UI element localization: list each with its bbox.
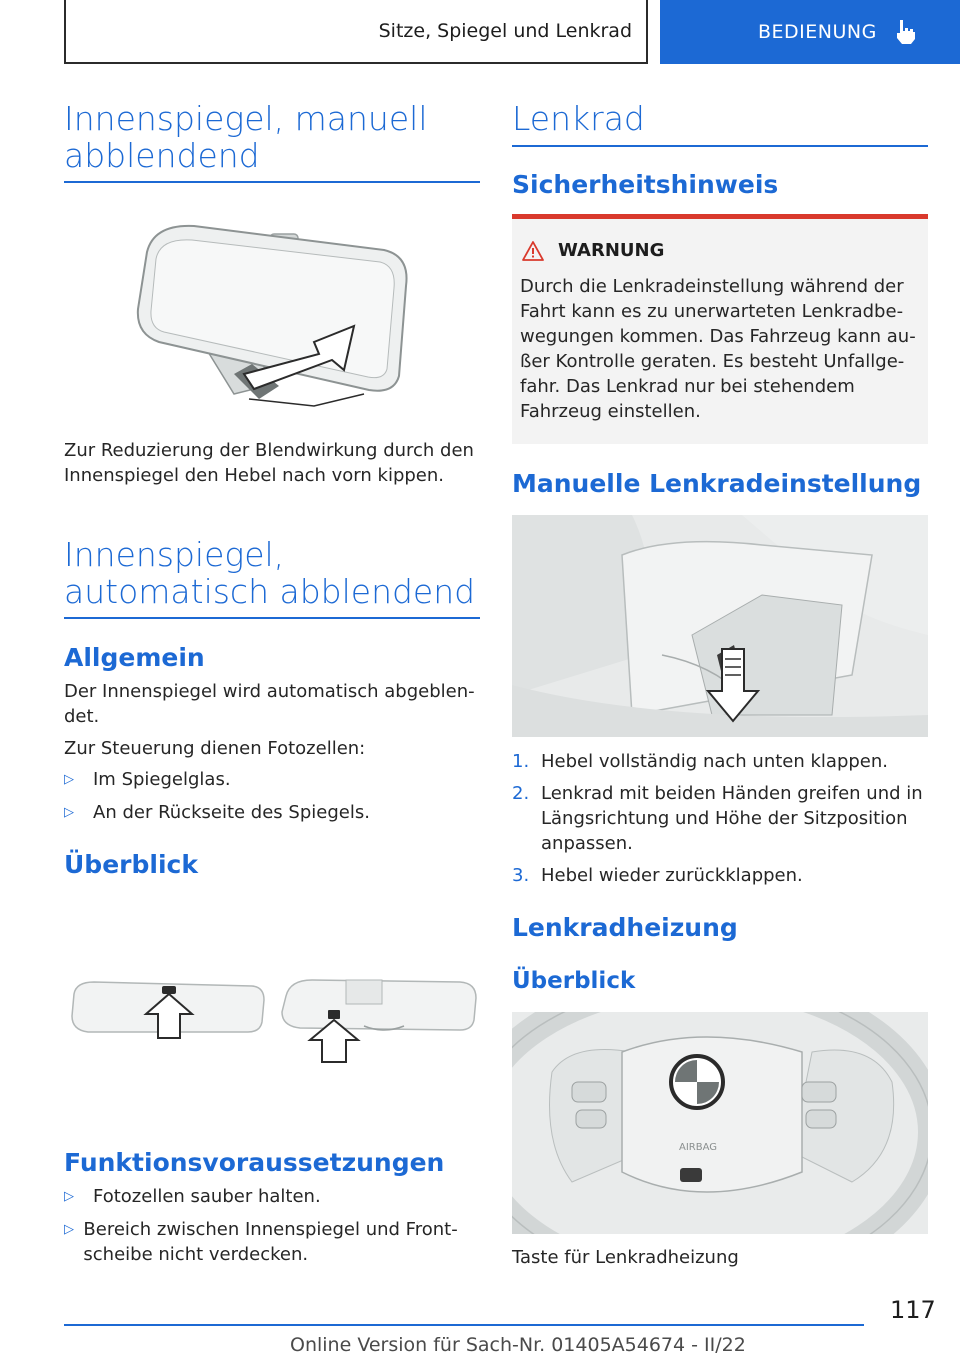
photocell-mirror-illustration bbox=[64, 960, 480, 1070]
triangle-bullet-icon: ▷ bbox=[64, 1222, 74, 1237]
airbag-label: AIRBAG bbox=[679, 1142, 718, 1153]
heading-rule bbox=[512, 145, 928, 147]
triangle-bullet-icon: ▷ bbox=[64, 805, 74, 820]
warning-title: WARNUNG bbox=[522, 240, 664, 261]
running-header-chapter bbox=[660, 0, 960, 64]
list-item: 1. Hebel vollständig nach unten klappen. bbox=[512, 751, 889, 772]
warning-box bbox=[512, 214, 928, 444]
triangle-bullet-icon: ▷ bbox=[64, 772, 74, 787]
heading-lenkradheizung: Lenkradheizung bbox=[512, 913, 738, 942]
page-number: 117 bbox=[890, 1296, 936, 1324]
heading-rule bbox=[64, 181, 480, 183]
caption-heizung: Taste für Lenkradheizung bbox=[512, 1247, 739, 1268]
heading-manuelle-lenkradeinstellung: Manuelle Lenkradeinstellung bbox=[512, 469, 922, 498]
heading-rule bbox=[64, 617, 480, 619]
triangle-bullet-icon: ▷ bbox=[64, 1189, 74, 1204]
heading-innenspiegel-manuell: Innenspiegel, manuell abblendend bbox=[64, 99, 428, 175]
paragraph-steuerung: Zur Steuerung dienen Fotozellen: bbox=[64, 738, 366, 759]
chapter-title: BEDIENUNG bbox=[758, 21, 877, 43]
heading-lenkrad: Lenkrad bbox=[512, 99, 645, 138]
steering-column-illustration bbox=[512, 515, 928, 737]
list-item: ▷ Im Spiegelglas. bbox=[64, 769, 231, 790]
footer-online-version: Online Version für Sach-Nr. 01405A54674 - II/22 bbox=[290, 1334, 746, 1356]
section-title: Sitze, Spiegel und Lenkrad bbox=[378, 20, 632, 42]
list-item: 2. Lenkrad mit beiden Händen greifen und in Längsrichtung und Höhe der Sitzposition anpassen. bbox=[512, 783, 923, 854]
list-item: 3. Hebel wieder zurückklappen. bbox=[512, 865, 803, 886]
footer-rule bbox=[64, 1324, 864, 1326]
heading-sicherheitshinweis: Sicherheitshinweis bbox=[512, 170, 779, 199]
list-item: ▷ Bereich zwischen Innenspiegel und Frontscheibe nicht verdecken. bbox=[64, 1219, 458, 1265]
running-header-section bbox=[64, 0, 648, 64]
heading-innenspiegel-automatisch: Innenspiegel, automatisch abblendend bbox=[64, 535, 476, 611]
paragraph-allgemein: Der Innenspiegel wird automatisch abgeblendet. bbox=[64, 681, 475, 727]
pointing-hand-icon bbox=[891, 18, 919, 46]
list-item: ▷ An der Rückseite des Spiegels. bbox=[64, 802, 370, 823]
warning-text: Durch die Lenkradeinstellung während der Fahrt kann es zu unerwarteten Lenkradbewegungen kommen. Das Fahrzeug kann außer Kontrolle geraten. Es besteht Unfallgefahr. Das Lenkrad nur bei stehendem Fahrzeug einstellen. bbox=[520, 276, 916, 422]
steering-wheel-illustration bbox=[512, 1012, 928, 1234]
warning-bar bbox=[512, 214, 928, 219]
manual-mirror-illustration bbox=[64, 214, 480, 410]
heading-allgemein: Allgemein bbox=[64, 643, 205, 672]
list-item: ▷ Fotozellen sauber halten. bbox=[64, 1186, 321, 1207]
warning-triangle-icon bbox=[522, 241, 544, 261]
heading-ueberblick-lenkrad: Überblick bbox=[512, 968, 636, 994]
paragraph-manuell: Zur Reduzierung der Blendwirkung durch den Innenspiegel den Hebel nach vorn kippen. bbox=[64, 440, 474, 486]
heading-ueberblick-spiegel: Überblick bbox=[64, 850, 198, 879]
heading-funktionsvoraussetzungen: Funktionsvoraussetzungen bbox=[64, 1148, 445, 1177]
